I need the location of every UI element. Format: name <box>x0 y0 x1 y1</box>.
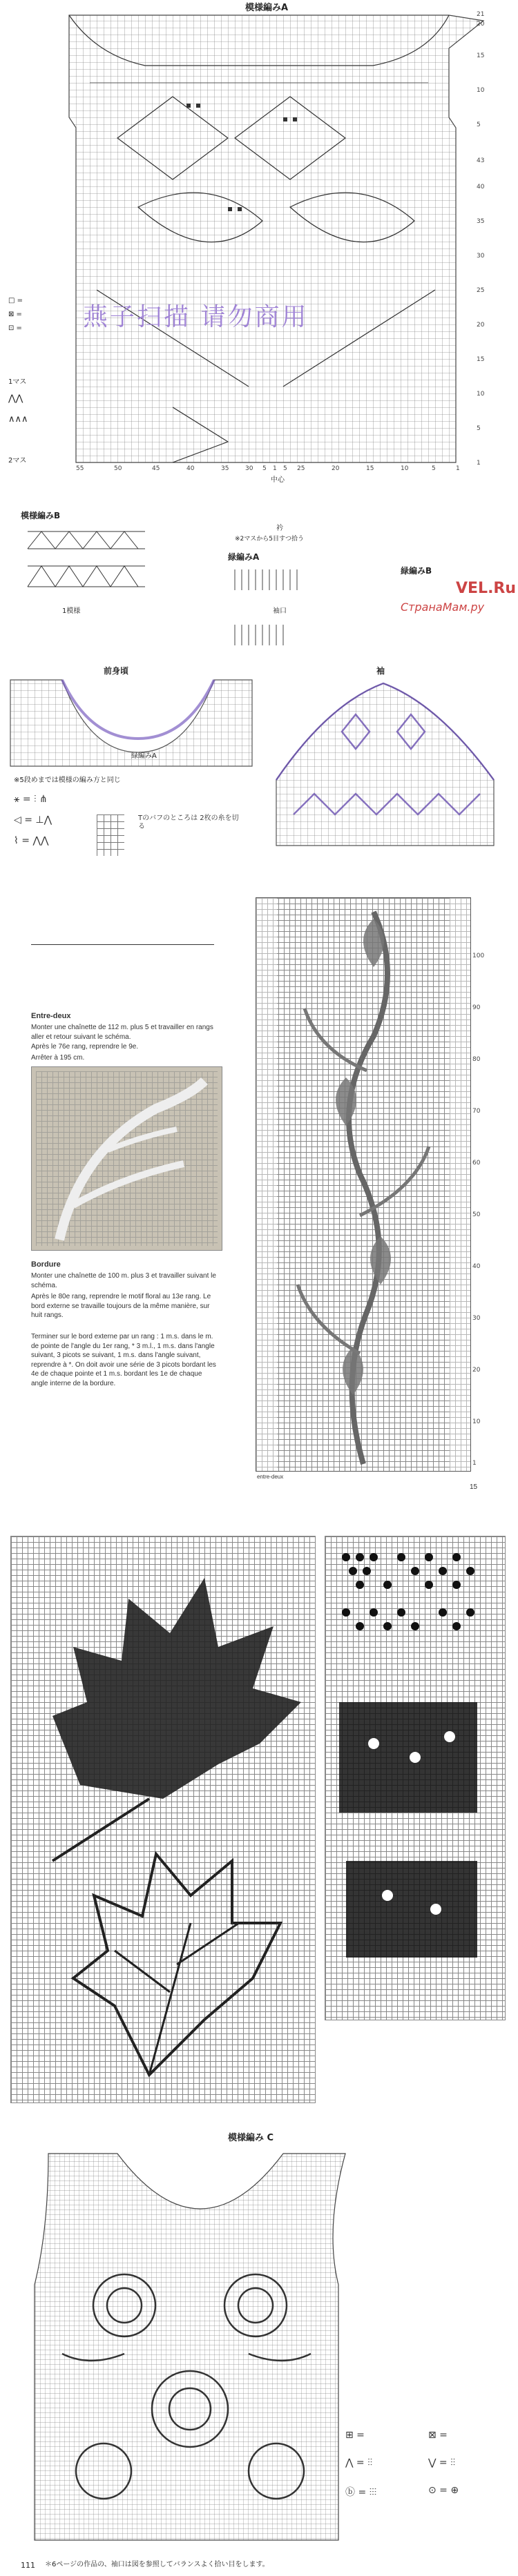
watermark-2: СтранаМам.ру <box>401 601 485 614</box>
pattern-b-chart <box>21 525 159 607</box>
front-note: ※5段めまでは模様の編み方と同じ <box>14 777 121 784</box>
edge-a-sub: 袖口 <box>273 607 287 615</box>
pattern-c-chart <box>21 2147 380 2554</box>
edge-a-note: ※2マスから5目すつ拾う <box>235 536 304 543</box>
title-pattern-a: 模様編みA <box>245 3 289 13</box>
panel-pattern-c <box>0 2126 518 2576</box>
title-pattern-c: 模様編み C <box>228 2133 274 2143</box>
pattern-c-legend: ⊞ = ⊠ = ⋀ = ⫶⫶ ⋁ = ⫶⫶ ⓑ = ⫶⫶⫶ ⊙ = ⊕ <box>345 2430 459 2498</box>
center-label: 中心 <box>271 476 285 484</box>
sleeve-chart <box>273 676 501 856</box>
section2-text: Monter une chaînette de 100 m. plus 3 et travailler suivant le schéma. <box>31 1272 216 1289</box>
section2-title: Bordure <box>31 1260 61 1269</box>
section1-text: Monter une chaînette de 112 m. plus 5 et travailler en rangs aller et retour suivant le schéma. <box>31 1024 213 1041</box>
panel-leaf-grape <box>0 1525 518 2119</box>
stitch-legend: ⚹ = ⫶ ⋔ ◁ = ⊥⋀ ⌇ = ⋀⋀ Tのバフのところは 2枚の糸を切る <box>14 794 276 877</box>
footer-page: 111 <box>21 2561 35 2570</box>
sleeve-title: 袖 <box>376 666 385 676</box>
section1-text3: Arrêter à 195 cm. <box>31 1054 85 1062</box>
title-edge-a: 緑編みA <box>228 552 260 562</box>
watermark: 燕子扫描 请勿商用 <box>83 303 309 331</box>
legend-scale: 1マス <box>8 378 27 386</box>
section2-text2: Après le 80e rang, reprendre le motif floral au 13e rang. Le bord externe se travaille toujours de la même manière, sur huit rangs. <box>31 1293 211 1319</box>
pattern-a-chart <box>0 0 518 476</box>
panel-entre-deux <box>0 890 518 1519</box>
grape-chart <box>325 1536 506 2020</box>
symbol-legend: □ = ⊠ = ⊡ = 1マス ⋀⋀ ∧∧∧ 2マス <box>8 297 28 465</box>
front-label-a: 緑編みA <box>131 752 157 760</box>
legend-notes: Tのバフのところは 2枚の糸を切る <box>138 814 239 830</box>
chart-caption: entre-deux <box>257 1474 284 1480</box>
edge-a-head: 衿 <box>276 525 283 532</box>
entre-deux-chart <box>256 897 471 1472</box>
title-pattern-b: 模様編みB <box>21 511 61 520</box>
page-number: 15 <box>470 1483 478 1491</box>
ruler-right: 21 20 15 10 5 43 40 35 30 25 20 15 10 5 1 <box>477 11 485 467</box>
front-title: 前身頃 <box>104 666 129 676</box>
panel-pattern-ab <box>0 0 518 884</box>
section2-text3: Terminer sur le bord externe par un rang : 1 m.s. dans le m. de pointe de l'angle du 1er rang, * 3 m.l., 1 m.s. dans l'angle suivant, 3 picots se suivant, 1 m.s. dans l'angle suivant, reprendre à *. On doit avoir une série de 3 picots bordant les 4e de chaque pointe et 1 m.s. bordant les 1e de chaque angle interne de la bordure. <box>31 1333 216 1387</box>
pattern-b-note: 1模様 <box>62 607 81 615</box>
footer-note: ＊6ページの作品の、袖口は図を参照してバランスよく拾い目をします。 <box>45 2561 269 2568</box>
leaf-chart <box>10 1536 316 2103</box>
row-marks: 100 90 80 70 60 50 40 30 20 10 1 <box>472 953 485 1467</box>
section1-text2: Après le 76e rang, reprendre le 9e. <box>31 1043 139 1051</box>
section1-title: Entre-deux <box>31 1012 71 1020</box>
watermark-3: VEL.Ru <box>456 580 517 597</box>
title-edge-b: 緑編みB <box>401 566 432 576</box>
ruler-bottom: 55 50 45 40 35 30 5 1 5 25 20 15 10 5 1 <box>76 465 460 472</box>
lace-photo <box>31 1066 222 1251</box>
legend-scale2: 2マス <box>8 457 27 465</box>
